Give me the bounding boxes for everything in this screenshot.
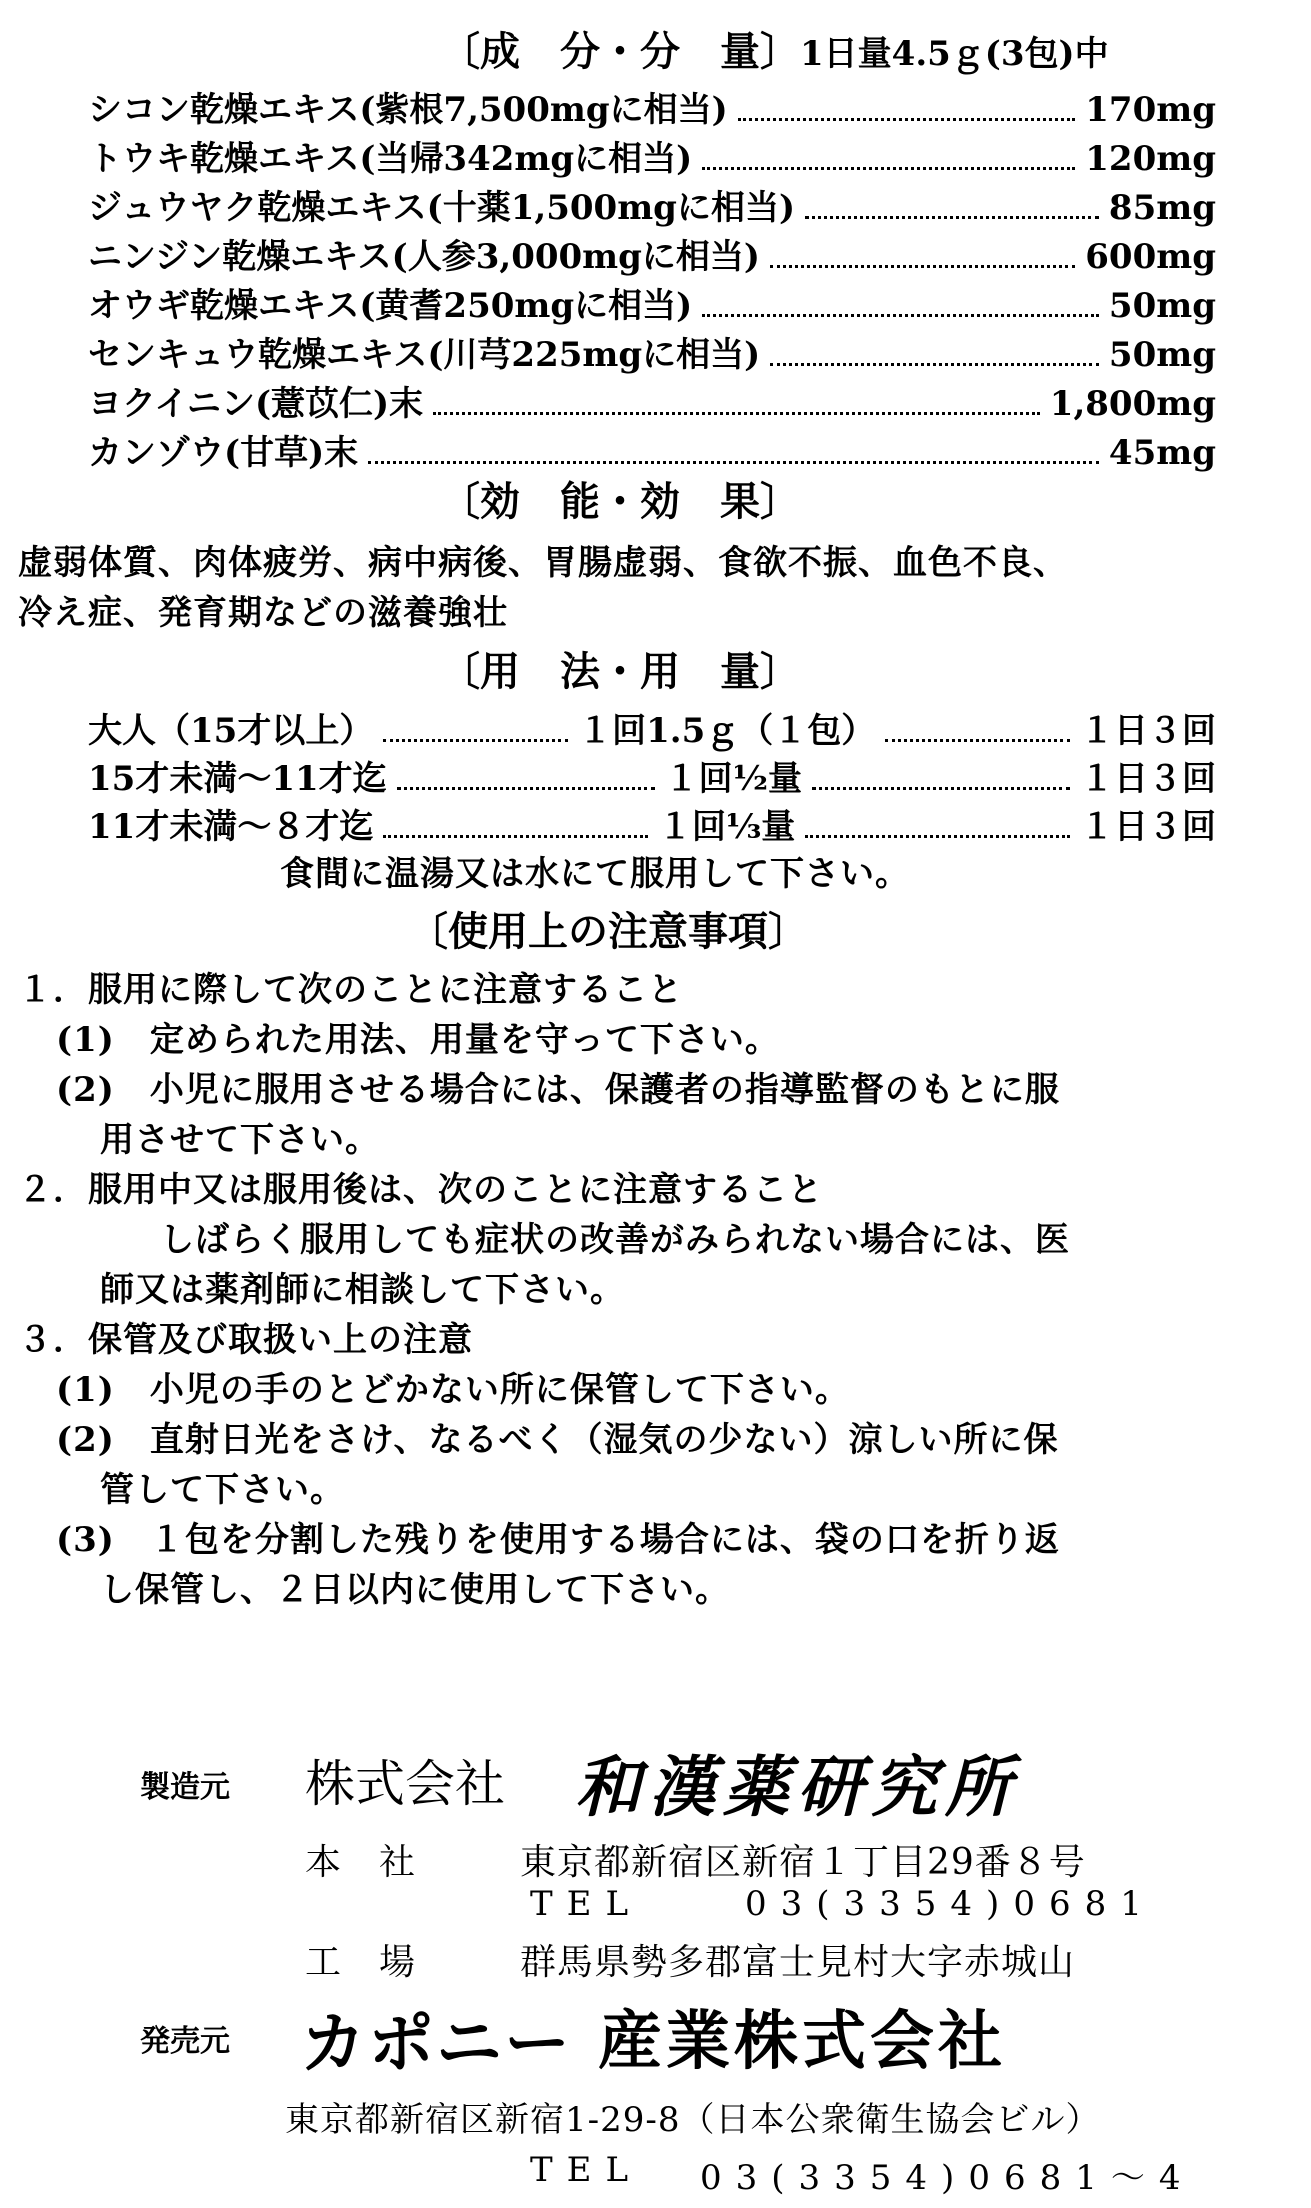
dosage-row	[88, 799, 1216, 847]
dosage-row	[88, 703, 1216, 751]
ingredient-name: オウギ乾燥エキス(黄耆250mgに相当)	[88, 286, 693, 326]
manufacturer-label: 製造元	[140, 1770, 230, 1805]
leader-dots	[738, 118, 1076, 121]
ingredient-name: ヨクイニン(薏苡仁)末	[88, 384, 424, 424]
leader-dots	[812, 787, 1070, 790]
manufacturer-logo: 和漢薬研究所	[575, 1749, 1019, 1826]
effects-line: 冷え症、発育期などの滋養強壮	[18, 593, 508, 633]
ingredient-amount: 50mg	[1108, 335, 1216, 375]
ingredients-heading	[440, 20, 1109, 77]
distributor-address: 東京都新宿区新宿1-29-8（日本公衆衛生協会ビル）	[285, 2100, 1101, 2140]
ingredient-amount: 45mg	[1108, 433, 1216, 473]
precaution-item-1: １．服用に際して次のことに注意すること	[18, 970, 683, 1010]
distributor-company-suffix: 産業株式会社	[598, 2005, 1006, 2079]
ingredient-amount: 120mg	[1085, 139, 1216, 179]
precaution-line: 師又は薬剤師に相談して下さい。	[100, 1270, 625, 1310]
dosage-times: １日３回	[1080, 711, 1217, 751]
precaution-line: (3) １包を分割した残りを使用する場合には、袋の口を折り返	[56, 1520, 1060, 1560]
ingredient-name: ジュウヤク乾燥エキス(十薬1,500mgに相当)	[88, 188, 796, 228]
dosage-note: 食間に温湯又は水にて服用して下さい。	[280, 854, 910, 894]
ingredient-name: ニンジン乾燥エキス(人参3,000mgに相当)	[88, 237, 761, 277]
daily-amount: 1日量4.5ｇ(3包)中	[800, 34, 1109, 74]
dosage-row	[88, 751, 1216, 799]
effects-line: 虚弱体質、肉体疲労、病中病後、胃腸虚弱、食欲不振、血色不良、	[18, 543, 1068, 583]
dosage-age: 大人（15才以上）	[88, 711, 374, 751]
leader-dots	[397, 787, 655, 790]
dosage-amount: １回1.5ｇ（１包）	[578, 711, 876, 751]
dosage-times: １日３回	[1080, 759, 1217, 799]
precaution-line: (2) 直射日光をさけ、なるべく（湿気の少ない）涼しい所に保	[56, 1420, 1059, 1460]
precautions-heading: 〔使用上の注意事項〕	[408, 908, 808, 955]
ingredient-amount: 600mg	[1085, 237, 1216, 277]
head-office-address: 東京都新宿区新宿１丁目29番８号	[520, 1842, 1086, 1883]
dosage-amount: １回⅓量	[658, 807, 796, 847]
precaution-line: 管して下さい。	[100, 1470, 345, 1510]
leader-dots	[805, 216, 1099, 219]
precaution-line: し保管し、２日以内に使用して下さい。	[100, 1570, 730, 1610]
dosage-heading: 〔用 法・用 量〕	[440, 648, 800, 695]
ingredient-row	[88, 82, 1216, 132]
dosage-times: １日３回	[1080, 807, 1216, 847]
precaution-line: 用させて下さい。	[100, 1120, 380, 1160]
leader-dots	[383, 835, 648, 838]
leader-dots	[433, 412, 1040, 415]
ingredients-heading-text: 〔成 分・分 量〕	[440, 28, 800, 75]
head-office-label: 本 社	[305, 1842, 417, 1883]
ingredient-row	[88, 327, 1216, 377]
distributor-brand-logo: カポニー	[300, 2005, 572, 2082]
ingredient-name: シコン乾燥エキス(紫根7,500mgに相当)	[88, 90, 728, 130]
leader-dots	[885, 739, 1070, 742]
distributor-label: 発売元	[140, 2024, 230, 2059]
factory-address: 群馬県勢多郡富士見村大字赤城山	[520, 1942, 1076, 1983]
leader-dots	[368, 461, 1099, 464]
ingredient-name: センキュウ乾燥エキス(川芎225mgに相当)	[88, 335, 761, 375]
ingredient-row	[88, 425, 1216, 475]
manufacturer-tel: 03(3354)0681	[745, 1884, 1156, 1924]
ingredient-name: カンゾウ(甘草)末	[88, 433, 359, 473]
leader-dots	[383, 739, 568, 742]
leader-dots	[805, 835, 1070, 838]
ingredient-amount: 1,800mg	[1049, 384, 1216, 424]
manufacturer-tel-label: TEL	[530, 1884, 643, 1924]
leader-dots	[770, 265, 1075, 268]
ingredient-amount: 85mg	[1108, 188, 1216, 228]
effects-heading: 〔効 能・効 果〕	[440, 478, 800, 525]
precaution-item-2: ２．服用中又は服用後は、次のことに注意すること	[18, 1170, 823, 1210]
ingredient-name: トウキ乾燥エキス(当帰342mgに相当)	[88, 139, 693, 179]
dosage-amount: １回½量	[664, 759, 803, 799]
precaution-line: (1) 小児の手のとどかない所に保管して下さい。	[56, 1370, 850, 1410]
precaution-line: しばらく服用しても症状の改善がみられない場合には、医	[160, 1220, 1070, 1260]
leader-dots	[770, 363, 1099, 366]
ingredient-row	[88, 180, 1216, 230]
distributor-tel-label: TEL	[530, 2150, 643, 2190]
ingredient-row	[88, 278, 1216, 328]
precaution-item-3: ３．保管及び取扱い上の注意	[18, 1320, 473, 1360]
manufacturer-company-prefix: 株式会社	[305, 1755, 505, 1813]
dosage-age: 15才未満～11才迄	[88, 759, 387, 799]
leader-dots	[702, 167, 1075, 170]
distributor-tel: 03(3354)0681～4	[700, 2158, 1195, 2198]
ingredient-row	[88, 376, 1216, 426]
ingredient-amount: 50mg	[1108, 286, 1216, 326]
leader-dots	[702, 314, 1099, 317]
ingredient-row	[88, 131, 1216, 181]
ingredient-amount: 170mg	[1085, 90, 1216, 130]
dosage-age: 11才未満～８才迄	[88, 807, 374, 847]
ingredient-row	[88, 229, 1216, 279]
factory-label: 工 場	[305, 1942, 417, 1983]
precaution-line: (2) 小児に服用させる場合には、保護者の指導監督のもとに服	[56, 1070, 1060, 1110]
precaution-line: (1) 定められた用法、用量を守って下さい。	[56, 1020, 780, 1060]
